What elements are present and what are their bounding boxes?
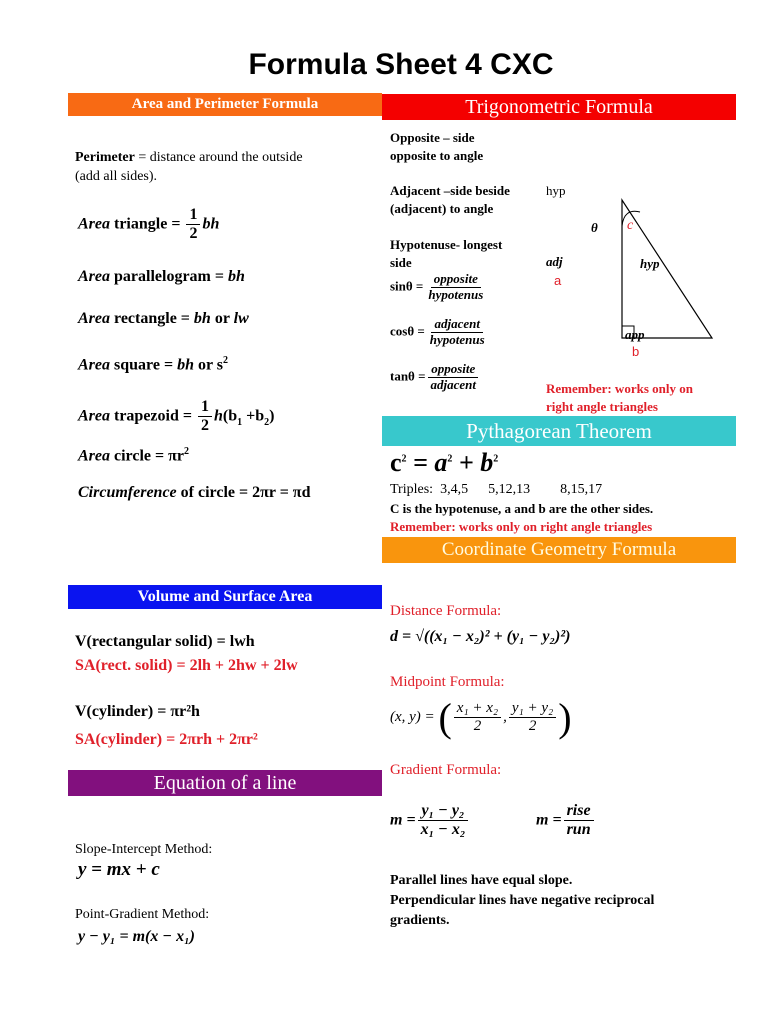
- area-triangle: Area triangle = $\frac{1}{2}$ bh: [78, 206, 220, 243]
- surface-area-cylinder: SA(cylinder) = 2πrh + 2πr²: [75, 731, 258, 748]
- tan-formula: tanθ = $\frac{\text{opposite}}{\text{adjacent}}$: [390, 362, 481, 393]
- hypotenuse-definition: Hypotenuse- longest side: [390, 237, 503, 270]
- cos-formula: cosθ = $\frac{\text{adjacent}}{\text{hypotenus}}$: [390, 316, 485, 347]
- area-parallelogram: Area parallelogram = bh: [78, 268, 245, 285]
- midpoint-formula: (x, y) = ( $\frac{\text{x₁ + x₂}}{2}$ , $\frac{\text{y₁ + y₂}}{2}$ ): [390, 695, 572, 740]
- adjacent-definition: Adjacent –side beside (adjacent) to angle: [390, 183, 510, 216]
- distance-label: Distance Formula:: [390, 603, 502, 619]
- point-gradient-label: Point-Gradient Method:: [75, 907, 210, 922]
- diagram-label-app: app: [625, 327, 645, 342]
- circumference: Circumference of circle = 2πr = πd: [78, 484, 311, 501]
- hypotenuse-note: C is the hypotenuse, a and b are the other sides.: [390, 501, 654, 516]
- perimeter-definition: Perimeter = distance around the outside (add all sides).: [75, 150, 303, 184]
- area-square: Area square = bh or $s^2$: [78, 355, 229, 374]
- triples: Triples: 3,4,5 5,12,13 8,15,17: [390, 482, 603, 497]
- rise-over-run-formula: m = $\frac{\text{rise}}{\text{run}}$: [536, 802, 596, 840]
- coordinate-header: Coordinate Geometry Formula: [382, 537, 736, 563]
- area-circle: Area circle = $\pi r^2$: [78, 446, 189, 465]
- point-gradient-equation: y − y₁ = m(x − x₁): [78, 928, 195, 945]
- sin-formula: sinθ = $\frac{\text{opposite}}{\text{hypotenus}}$: [390, 271, 484, 302]
- area-trapezoid: Area trapezoid = $\frac{1}{2}$ $h(b_1 +b_2)$: [78, 398, 275, 435]
- page-title: Formula Sheet 4 CXC: [248, 48, 554, 81]
- gradient-label: Gradient Formula:: [390, 762, 502, 778]
- diagram-label-adj: adj: [546, 254, 563, 269]
- area-rectangle: Area rectangle = bh or lw: [78, 310, 249, 327]
- volume-cylinder: V(cylinder) = πr²h: [75, 703, 200, 720]
- surface-area-rect-solid: SA(rect. solid) = 2lh + 2hw + 2lw: [75, 657, 298, 674]
- diagram-label-a: a: [554, 273, 562, 288]
- slope-intercept-equation: y = mx + c: [78, 859, 160, 880]
- diagram-label-theta: θ: [591, 220, 598, 235]
- volume-rect-solid: V(rectangular solid) = lwh: [75, 633, 255, 650]
- opposite-definition: Opposite – side opposite to angle: [390, 130, 484, 163]
- diagram-label-b: b: [632, 344, 640, 359]
- diagram-label-hyp-top: hyp: [546, 183, 566, 198]
- pythagorean-header: Pythagorean Theorem: [382, 416, 736, 446]
- distance-formula: d = √((x₁ − x₂)² + (y₁ − y₂)²): [390, 628, 571, 645]
- pythagorean-equation: $c^2 = a^2 + b^2$: [390, 448, 499, 477]
- gradient-formula: m = $\frac{\text{y₁ − y₂}}{\text{x₁ − x₂}}$: [390, 802, 470, 840]
- diagram-label-hyp: hyp: [640, 256, 660, 271]
- right-triangle-diagram: [600, 190, 730, 350]
- diagram-label-c: c: [627, 218, 634, 233]
- slope-intercept-label: Slope-Intercept Method:: [75, 842, 213, 857]
- trig-header: Trigonometric Formula: [382, 94, 736, 120]
- triangle-shape: [622, 200, 712, 338]
- trig-remember-note: Remember: works only on right angle triangles: [546, 381, 693, 414]
- volume-header: Volume and Surface Area: [68, 585, 382, 609]
- pythagorean-remember-note: Remember: works only on right angle triangles: [390, 519, 653, 534]
- equation-line-header: Equation of a line: [68, 770, 382, 796]
- area-perimeter-header: Area and Perimeter Formula: [68, 93, 382, 116]
- midpoint-label: Midpoint Formula:: [390, 674, 505, 690]
- parallel-perpendicular-note: Parallel lines have equal slope. Perpendicular lines have negative reciprocal gradients.: [390, 873, 655, 928]
